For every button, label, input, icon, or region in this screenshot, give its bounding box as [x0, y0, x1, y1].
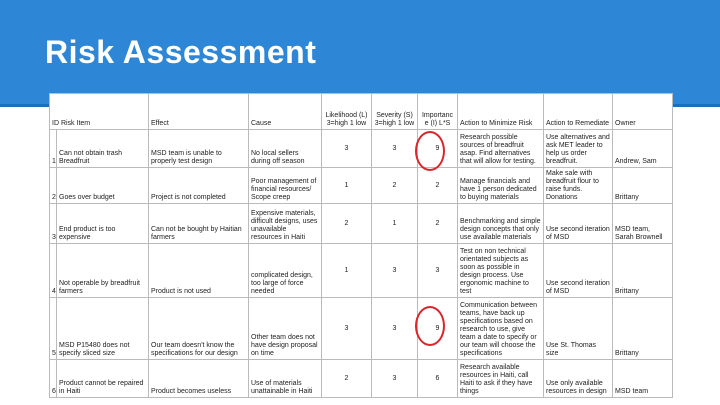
- row-id: 3: [50, 204, 57, 244]
- row-id: 5: [50, 298, 57, 360]
- risk-item: Can not obtain trash Breadfruit: [57, 130, 149, 168]
- highlight-circle-row-5: [415, 306, 445, 346]
- header-cause: Cause: [249, 94, 322, 130]
- table-row: [50, 360, 673, 398]
- owner-cell: Andrew, Sam: [613, 130, 673, 168]
- severity-cell: 3: [372, 298, 418, 360]
- row-id: 4: [50, 244, 57, 298]
- table-header-row: [50, 94, 673, 130]
- title-bar: [0, 0, 720, 107]
- remediate-cell: Use only available resources in design: [544, 360, 613, 398]
- header-id-risk: ID Risk Item: [50, 94, 149, 130]
- importance-cell: 2: [418, 168, 458, 204]
- severity-cell: 3: [372, 244, 418, 298]
- risk-item: Product cannot be repaired in Haiti: [57, 360, 149, 398]
- risk-item: MSD P15480 does not specify sliced size: [57, 298, 149, 360]
- severity-cell: 3: [372, 130, 418, 168]
- likelihood-cell: 2: [322, 360, 372, 398]
- table-row: [50, 130, 673, 168]
- likelihood-cell: 1: [322, 244, 372, 298]
- owner-cell: MSD team, Sarah Brownell: [613, 204, 673, 244]
- action-cell: Manage financials and have 1 person dedicated to buying materials: [458, 168, 544, 204]
- action-cell: Benchmarking and simple design concepts that only use available materials: [458, 204, 544, 244]
- importance-cell: 3: [418, 244, 458, 298]
- risk-table: [49, 93, 673, 398]
- effect-cell: Product is not used: [149, 244, 249, 298]
- owner-cell: MSD team: [613, 360, 673, 398]
- severity-cell: 2: [372, 168, 418, 204]
- header-likelihood: Likelihood (L) 3=high 1 low: [322, 94, 372, 130]
- remediate-cell: Use second iteration of MSD: [544, 204, 613, 244]
- row-id: 2: [50, 168, 57, 204]
- table-row: [50, 298, 673, 360]
- row-id: 1: [50, 130, 57, 168]
- cause-cell: Use of materials unattainable in Haiti: [249, 360, 322, 398]
- importance-cell: 9: [418, 298, 458, 360]
- header-severity: Severity (S) 3=high 1 low: [372, 94, 418, 130]
- row-id: 6: [50, 360, 57, 398]
- cause-cell: Other team does not have design proposal on time: [249, 298, 322, 360]
- table-row: [50, 204, 673, 244]
- remediate-cell: Use alternatives and ask MET leader to help us order breadfruit.: [544, 130, 613, 168]
- owner-cell: Brittany: [613, 244, 673, 298]
- likelihood-cell: 1: [322, 168, 372, 204]
- action-cell: Research possible sources of breadfruit asap. Find alternatives that will allow for testing.: [458, 130, 544, 168]
- header-importance: Importanc e (I) L*S: [418, 94, 458, 130]
- cause-cell: Poor management of financial resources/ Scope creep: [249, 168, 322, 204]
- remediate-cell: Use St. Thomas size: [544, 298, 613, 360]
- action-cell: Communication between teams, have back up specifications based on research to use, give team a date to specify or our team will choose the specifications: [458, 298, 544, 360]
- header-effect: Effect: [149, 94, 249, 130]
- effect-cell: MSD team is unable to properly test design: [149, 130, 249, 168]
- cause-cell: complicated design, too large of force needed: [249, 244, 322, 298]
- likelihood-cell: 3: [322, 130, 372, 168]
- header-remediate: Action to Remediate: [544, 94, 613, 130]
- table-row: [50, 244, 673, 298]
- importance-cell: 9: [418, 130, 458, 168]
- effect-cell: Can not be bought by Haitian farmers: [149, 204, 249, 244]
- likelihood-cell: 3: [322, 298, 372, 360]
- owner-cell: Brittany: [613, 298, 673, 360]
- severity-cell: 3: [372, 360, 418, 398]
- effect-cell: Our team doesn't know the specifications for our design: [149, 298, 249, 360]
- importance-cell: 6: [418, 360, 458, 398]
- remediate-cell: Use second iteration of MSD: [544, 244, 613, 298]
- highlight-circle-row-1: [415, 131, 445, 171]
- owner-cell: Brittany: [613, 168, 673, 204]
- risk-item: Goes over budget: [57, 168, 149, 204]
- importance-cell: 2: [418, 204, 458, 244]
- action-cell: Test on non technical orientated subjects as soon as possible in design process. Use ergonomic machine to test: [458, 244, 544, 298]
- header-owner: Owner: [613, 94, 673, 130]
- risk-table-container: [49, 93, 672, 398]
- header-action: Action to Minimize Risk: [458, 94, 544, 130]
- effect-cell: Project is not completed: [149, 168, 249, 204]
- table-row: [50, 168, 673, 204]
- risk-item: End product is too expensive: [57, 204, 149, 244]
- cause-cell: No local sellers during off season: [249, 130, 322, 168]
- severity-cell: 1: [372, 204, 418, 244]
- likelihood-cell: 2: [322, 204, 372, 244]
- risk-item: Not operable by breadfruit farmers: [57, 244, 149, 298]
- remediate-cell: Make sale with breadfruit flour to raise funds. Donations: [544, 168, 613, 204]
- action-cell: Research available resources in Haiti, call Haiti to ask if they have things: [458, 360, 544, 398]
- effect-cell: Product becomes useless: [149, 360, 249, 398]
- cause-cell: Expensive materials, difficult designs, uses unavailable resources in Haiti: [249, 204, 322, 244]
- page-title: Risk Assessment: [45, 34, 317, 70]
